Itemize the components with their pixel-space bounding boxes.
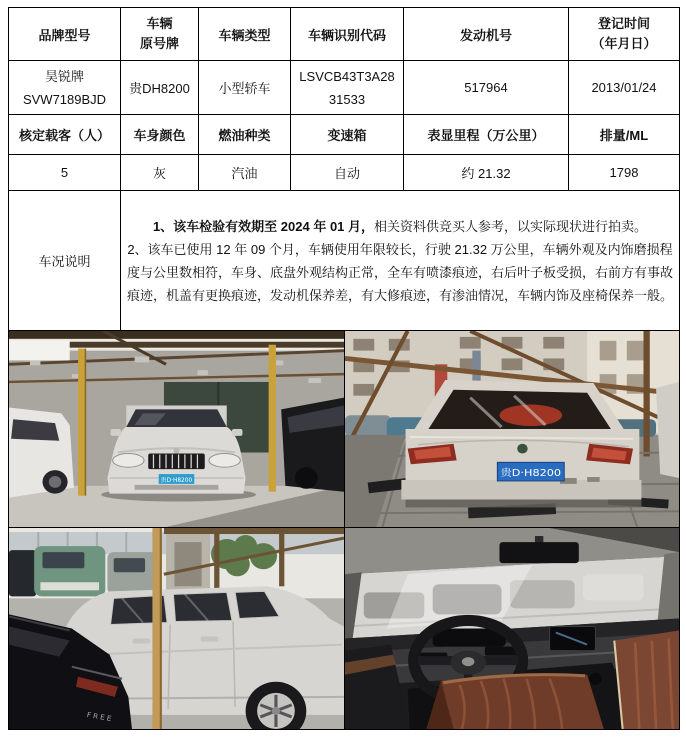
header-mileage: 表显里程（万公里）: [404, 115, 569, 155]
condition-item-2: 2、该车已使用 12 年 09 个月，车辆使用年限较长，行驶 21.32 万公里，车辆外观及内饰磨损程度与公里数相符，车身、底盘外观结构正常，全车有喷漆痕迹，右后叶子板受损，右前方有事故痕迹，机盖有更换痕迹，发动机保养差，有大修痕迹，有渗油情况，车辆内饰及座椅保养一般。: [126, 241, 673, 303]
condition-text: [121, 191, 680, 331]
header-engine-no: 发动机号: [404, 8, 569, 61]
yellow-scaffold-pole: [78, 349, 85, 496]
header-gearbox: 变速箱: [291, 115, 404, 155]
value-brand-model: 昊锐牌 SVW7189BJD: [9, 61, 121, 115]
svg-text:贵D·H8200: 贵D·H8200: [160, 477, 193, 484]
background-vans: [34, 546, 162, 596]
photo-exterior-front: [9, 331, 344, 527]
value-gearbox: 自动: [291, 155, 404, 191]
photo-cell-rear: [345, 331, 680, 528]
value-vehicle-type: 小型轿车: [199, 61, 291, 115]
svg-text:贵D·H8200: 贵D·H8200: [500, 468, 557, 479]
value-seating-capacity: 5: [9, 155, 121, 191]
header-vehicle-type: 车辆类型: [199, 8, 291, 61]
condition-label: 车况说明: [9, 191, 121, 331]
vehicle-photo-grid: [8, 330, 680, 730]
value-body-color: 灰: [121, 155, 199, 191]
photo-cell-interior: [345, 528, 680, 730]
condition-item-1: 1、该车检验有效期至 2024 年 01 月，相关资料供竞买人参考，以实际现状进行拍卖。: [152, 218, 648, 234]
license-plate-rear: [497, 462, 564, 481]
passenger-seat: [614, 631, 679, 729]
header-displacement: 排量/ML: [569, 115, 680, 155]
value-displacement: 1798: [569, 155, 680, 191]
header-original-plate: 车辆 原号牌: [121, 8, 199, 61]
photo-exterior-side: [9, 528, 344, 729]
header-fuel-type: 燃油种类: [199, 115, 291, 155]
value-fuel-type: 汽油: [199, 155, 291, 191]
header-vin: 车辆识别代码: [291, 8, 404, 61]
photo-cell-side: [9, 528, 345, 730]
photo-cell-front: [9, 331, 345, 528]
rearview-mirror: [499, 542, 578, 563]
header-body-color: 车身颜色: [121, 115, 199, 155]
photo-exterior-rear: [345, 331, 679, 527]
value-registration-date: 2013/01/24: [569, 61, 680, 115]
header-seating-capacity: 核定载客（人）: [9, 115, 121, 155]
header-brand-model: 品牌型号: [9, 8, 121, 61]
value-vin: LSVCB43T3A28 31533: [291, 61, 404, 115]
header-registration-date: 登记时间 （年月日）: [569, 8, 680, 61]
photo-interior: [345, 528, 679, 729]
driver-seat: [426, 674, 603, 729]
badge-free: FREE: [86, 710, 115, 724]
auction-car-front: [107, 405, 245, 493]
value-original-plate: 贵DH8200: [121, 61, 199, 115]
vehicle-spec-table: [8, 7, 680, 331]
license-plate-front: [159, 474, 195, 484]
yellow-scaffold-pole: [269, 345, 276, 492]
value-mileage: 约 21.32: [404, 155, 569, 191]
value-engine-no: 517964: [404, 61, 569, 115]
